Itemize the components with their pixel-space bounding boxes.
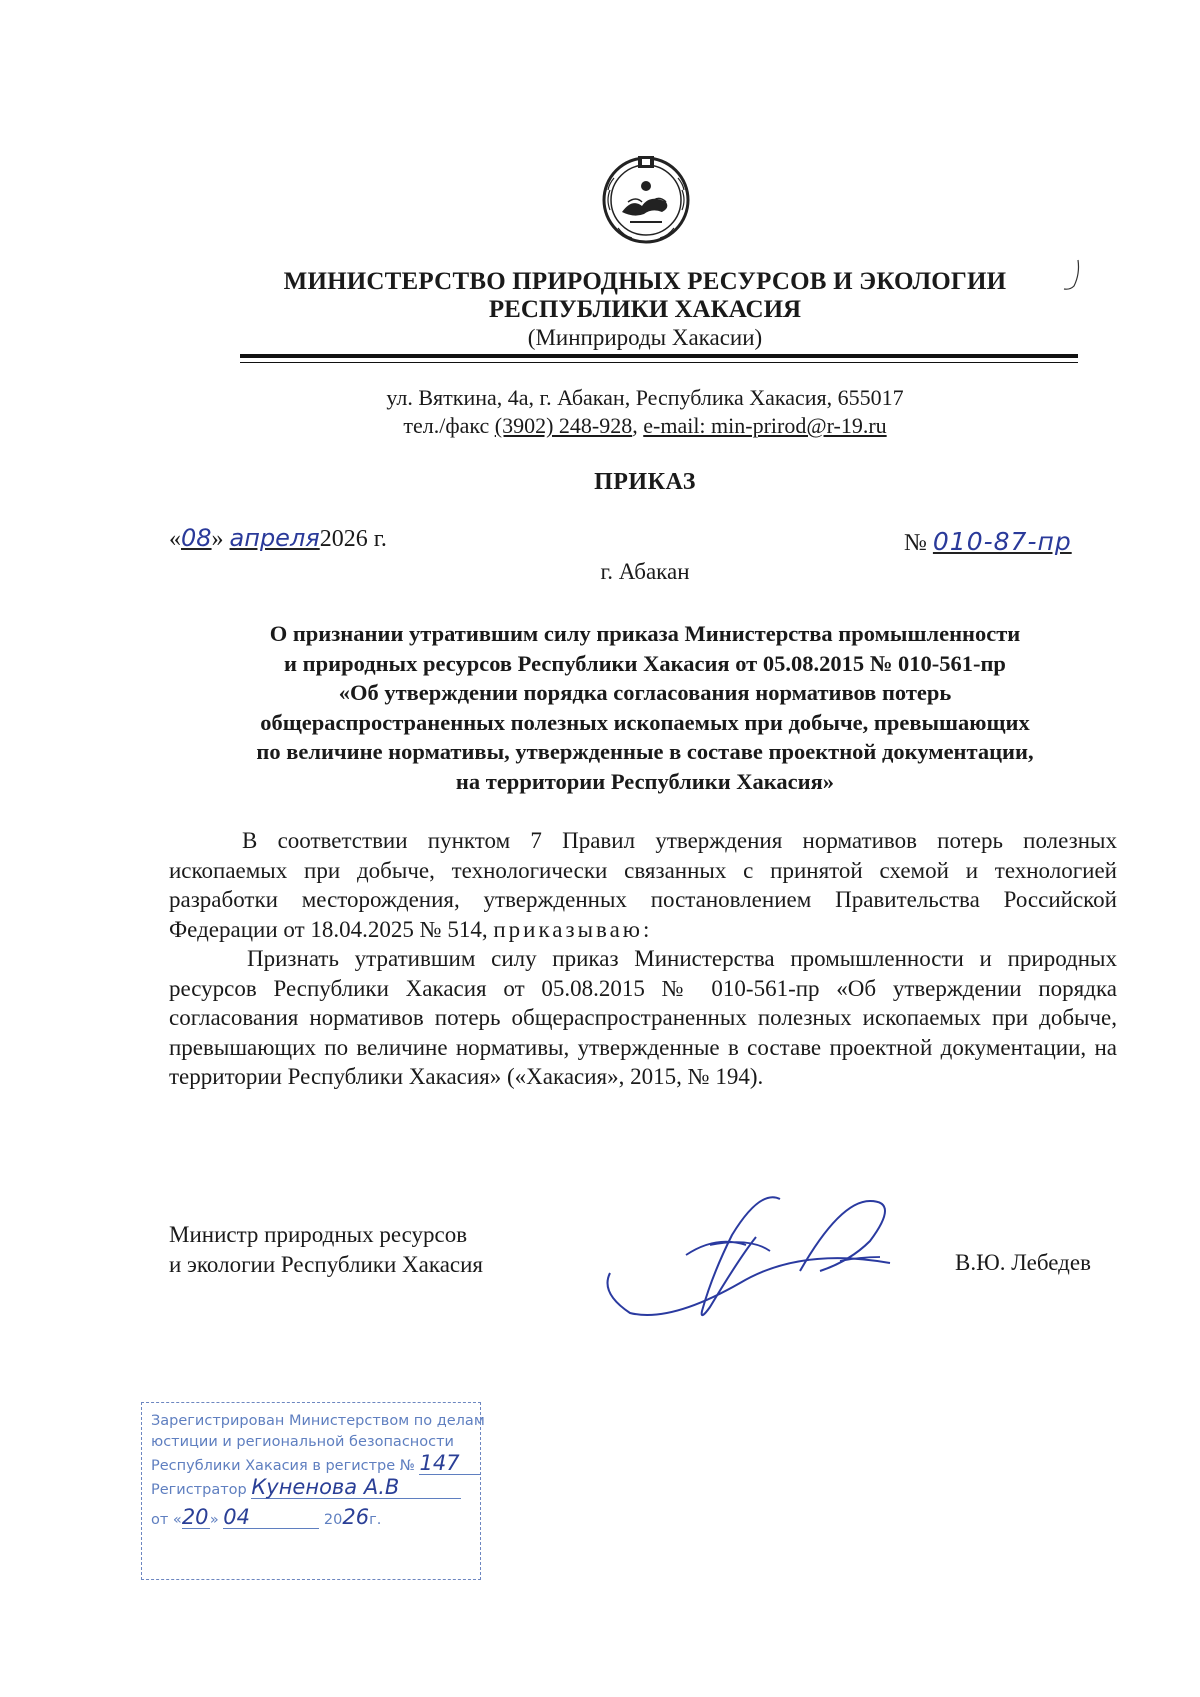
contact-line: тел./факс (3902) 248-928, e-mail: min-prirod@r-19.ru: [403, 413, 887, 438]
subject-line: «Об утверждении порядка согласования нормативов потерь: [338, 680, 952, 705]
coat-of-arms-emblem: [600, 150, 692, 248]
stamp-register-line: [151, 1453, 474, 1477]
header-divider-thin: [240, 362, 1078, 363]
date-quote-open: «: [169, 526, 181, 552]
stamp-line: юстиции и региональной безопасности: [151, 1434, 454, 1450]
stamp-date-day: 20: [181, 1505, 209, 1529]
stamp-date-mid: »: [209, 1512, 219, 1528]
signer-title-line2: и экологии Республики Хакасия: [169, 1252, 483, 1277]
date-year: 2026 г.: [319, 526, 387, 552]
stamp-date-month: 04: [223, 1507, 319, 1529]
phone-label: тел./факс: [403, 413, 490, 438]
stamp-date-year: 26: [342, 1505, 370, 1529]
stamp-date-prefix: от «: [151, 1512, 182, 1528]
email-link[interactable]: e-mail: min-prirod@r-19.ru: [643, 413, 887, 438]
order-number: [904, 527, 1072, 557]
subject-line: по величине нормативы, утвержденные в составе проектной документации,: [256, 739, 1034, 764]
header-divider-thick: [240, 354, 1078, 358]
stamp-registrar-line: [151, 1477, 474, 1501]
order-body: [169, 826, 1117, 1092]
registration-stamp: [141, 1402, 485, 1580]
org-name-line2: РЕСПУБЛИКИ ХАКАСИЯ: [488, 296, 802, 323]
city: г. Абакан: [600, 559, 690, 584]
body-paragraph-2: Признать утратившим силу приказ Министерства промышленности и природных ресурсов Республики Хакасия от 05.08.2015 № 010-561-пр «Об утверждении порядка согласования нормативов потерь общераспространенных полезных ископаемых при добыче, превышающих по величине нормативы, утвержденные в составе проектной документации, на территории Республики Хакасия» («Хакасия», 2015, № 194).: [169, 946, 1117, 1089]
number-sign: №: [904, 530, 927, 556]
date-quote-close: »: [211, 526, 224, 552]
handwritten-signature: [590, 1185, 930, 1325]
stamp-register-number: 147: [419, 1453, 481, 1475]
org-short-name: (Минприроды Хакасии): [527, 325, 763, 350]
signer-name: В.Ю. Лебедев: [955, 1250, 1091, 1275]
subject-line: на территории Республики Хакасия»: [455, 768, 835, 794]
number-value: 010-87-пр: [932, 527, 1072, 556]
address: ул. Вяткина, 4а, г. Абакан, Республика Хакасия, 655017: [386, 385, 904, 410]
phone-number: (3902) 248-928: [494, 413, 633, 438]
subject-line: О признании утратившим силу приказа Министерства промышленности: [269, 621, 1021, 646]
stamp-registrar-name: Куненова А.В: [251, 1477, 461, 1499]
signer-title: [169, 1220, 483, 1280]
date-month: апреля: [229, 524, 320, 552]
signer-title-line1: Министр природных ресурсов: [169, 1222, 468, 1247]
order-subject: [150, 619, 1140, 796]
document-title: ПРИКАЗ: [594, 469, 696, 495]
org-name-line1: МИНИСТЕРСТВО ПРИРОДНЫХ РЕСУРСОВ И ЭКОЛОГИИ: [283, 268, 1007, 295]
stamp-line: Зарегистрирован Министерством по делам: [151, 1413, 485, 1429]
date-day: 08: [181, 524, 212, 552]
order-verb: приказываю:: [493, 916, 653, 942]
body-paragraph-1: [169, 826, 1117, 944]
body-paragraph-1-text: В соответствии пунктом 7 Правил утверждения нормативов потерь полезных ископаемых при добыче, технологически связанных с принятой схемой и технологией разработки месторождения, утвержденных постановлением Правительства Российской Федерации от 18.04.2025 № 514,: [169, 828, 1117, 942]
stamp-date-year-prefix: 20: [323, 1512, 343, 1528]
order-date: [169, 524, 387, 553]
stamp-register-label: Республики Хакасия в регистре №: [151, 1458, 415, 1474]
stamp-date-line: [151, 1507, 474, 1531]
stamp-registrar-label: Регистратор: [151, 1482, 247, 1498]
subject-line: общераспространенных полезных ископаемых при добыче, превышающих: [260, 709, 1030, 735]
stamp-date-end: г.: [369, 1512, 382, 1528]
subject-line: и природных ресурсов Республики Хакасия от 05.08.2015 № 010-561-пр: [284, 650, 1006, 676]
